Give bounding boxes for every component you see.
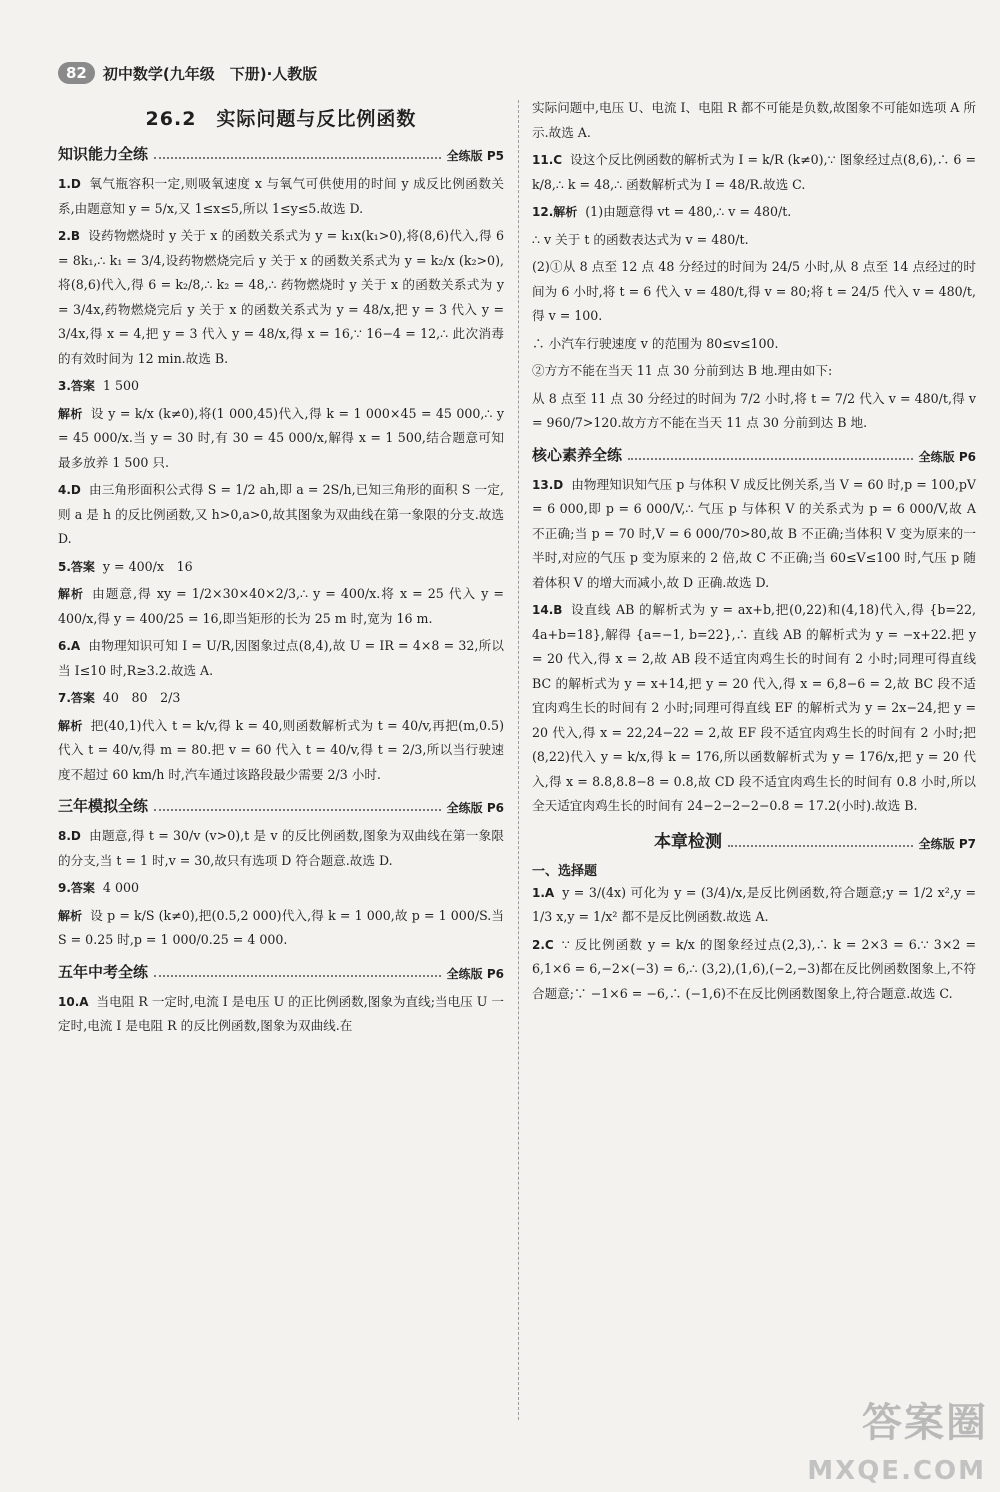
bar-ref: 全练版 P5 <box>446 149 504 163</box>
item-answer: 40 80 2/3 <box>102 690 181 705</box>
answer-item <box>532 881 976 930</box>
item-text: 设这个反比例函数的解析式为 I = k/R (k≠0),∵ 图象经过点(8,6),∴ 6 = k/8,∴ k = 48,∴ 函数解析式为 I = 48/R.故选 C. <box>532 152 976 192</box>
dotted-leader <box>728 845 913 847</box>
answer-item <box>58 582 504 631</box>
item-answer: 4 000 <box>102 880 139 895</box>
left-column <box>58 100 504 1042</box>
section-bar <box>532 827 976 852</box>
dotted-leader <box>628 458 913 460</box>
page-header <box>58 60 317 86</box>
answer-item <box>532 473 976 596</box>
watermark-logo: 答案圈 <box>862 1400 988 1446</box>
item-number: 2.C <box>532 937 554 952</box>
answer-item <box>58 224 504 371</box>
item-label: 解析 <box>58 406 83 421</box>
item-label: 解析 <box>58 908 83 923</box>
right-column <box>532 96 976 1009</box>
item-label: 解析 <box>58 587 85 601</box>
item-text: 氧气瓶容积一定,则吸氧速度 x 与氧气可供使用的时间 y 成反比例函数关系,由题意知 y = 5/x,又 1≤x≤5,所以 1≤y≤5.故选 D. <box>58 176 504 216</box>
item-text: (2)①从 8 点至 12 点 48 分经过的时间为 24/5 小时,从 8 点至 14 点经过的时间为 6 小时,将 t = 6 代入 v = 480/t,得 v = 80;将 t = 24/5 代入 v = 480/t,得 v = 100. <box>532 259 976 323</box>
book-title: 初中数学(九年级 下册)·人教版 <box>102 64 318 83</box>
answer-line <box>532 228 976 253</box>
item-number: 1.D <box>58 177 81 191</box>
item-number: 2.B <box>58 229 81 243</box>
dotted-leader <box>154 975 441 977</box>
item-text: 由题意,得 t = 30/v (v>0),t 是 v 的反比例函数,图象为双曲线在第一象限的分支,当 t = 1 时,v = 30,故只有选项 D 符合题意.故选 D. <box>58 828 504 868</box>
item-number: 11.C <box>532 153 563 167</box>
item-text: 由题意,得 xy = 1/2×30×40×2/3,∴ y = 400/x.将 x = 25 代入 y = 400/x,得 y = 400/25 = 16,即当矩形的长为 25 m 时,宽为 16 m. <box>58 586 504 626</box>
column-divider <box>518 100 519 1420</box>
answer-line <box>532 387 976 436</box>
item-number: 3.答案 <box>58 379 95 393</box>
item-text: ∵ 反比例函数 y = k/x 的图象经过点(2,3),∴ k = 2×3 = 6.∵ 3×2 = 6,1×6 = 6,−2×(−3) = 6,∴ (3,2),(1,6),(−2,−3)都在反比例函数图象上,不符合题意;∵ −1×6 = −6,∴ (−1,6)不在反比例函数图象上,符合题意.故选 C. <box>532 936 976 1001</box>
answer-item <box>58 555 504 580</box>
answer-item <box>58 402 504 476</box>
item-text: 设 y = k/x (k≠0),将(1 000,45)代入,得 k = 1 000×45 = 45 000,∴ y = 45 000/x.当 y = 30 时,有 30 = 45 000/x,解得 x = 1 500,结合题意可知最多放养 1 500 只. <box>58 405 504 470</box>
dotted-leader <box>154 809 441 811</box>
answer-item <box>532 148 976 197</box>
item-number: 14.B <box>532 603 563 617</box>
section-title: 26.2 实际问题与反比例函数 <box>145 108 417 130</box>
item-number: 7.答案 <box>58 691 95 705</box>
section-bar <box>532 444 976 465</box>
item-text: 设直线 AB 的解析式为 y = ax+b,把(0,22)和(4,18)代入,得 {b=22, 4a+b=18},解得 {a=−1, b=22},∴ 直线 AB 的解析式为 y = −x+22.把 y = 20 代入,得 x = 2,故 AB 段不适宜肉鸡生长的时间有 2 小时;同理可得直线 BC 的解析式为 y = x+14,把 y = 20 代入,得 x = 6,8−6 = 2,故 BC 段不适宜肉鸡生长的时间有 2 小时;同理可得直线 EF 的解析式为 y = 2x−24,把 y = 20 代入,得 x = 22,24−22 = 2,故 EF 段不适宜肉鸡生长的时间有 2 小时;把(8,22)代入 y = k/x,得 k = 176,所以函数解析式为 y = 176/x,把 y = 20 代入,得 x = 8.8,8.8−8 = 0.8,故 CD 段不适宜肉鸡生长的时间有 0.8 小时,所以全天适宜肉鸡生长的时间有 24−2−2−2−0.8 = 17.2(小时).故选 B. <box>532 602 976 813</box>
answer-item <box>58 634 504 683</box>
item-number: 4.D <box>58 483 81 497</box>
item-answer: 1 500 <box>102 378 139 393</box>
bar-title: 本章检测 <box>654 831 722 852</box>
item-number: 12.解析 <box>532 205 578 219</box>
item-text: 实际问题中,电压 U、电流 I、电阻 R 都不可能是负数,故图象不可能如选项 A 所示.故选 A. <box>532 100 977 140</box>
item-number: 8.D <box>58 829 81 843</box>
item-text: (1)由题意得 vt = 480,∴ v = 480/t. <box>585 204 792 219</box>
answer-item <box>58 904 504 953</box>
item-text: y = 3/(4x) 可化为 y = (3/4)/x,是反比例函数,符合题意;y = 1/2 x²,y = 1/3 x,y = 1/x² 都不是反比例函数.故选 A. <box>532 884 976 924</box>
item-text: 设药物燃烧时 y 关于 x 的函数关系式为 y = k₁x(k₁>0),将(8,6)代入,得 6 = 8k₁,∴ k₁ = 3/4,设药物燃烧完后 y 关于 x 的函数关系式为 y = k₂/x (k₂>0),将(8,6)代入,得 6 = k₂/8,∴ k₂ = 48,∴ 药物燃烧时 y 关于 x 的函数关系式为 y = 3/4x,药物燃烧完后 y 关于 x 的函数关系式为 y = 48/x,把 y = 3 代入 y = 3/4x,得 x = 4,把 y = 3 代入 y = 48/x,得 x = 16,∵ 16−4 = 12,∴ 此次消毒的有效时间为 12 min.故选 B. <box>58 228 504 366</box>
item-text: 设 p = k/S (k≠0),把(0.5,2 000)代入,得 k = 1 000,故 p = 1 000/S.当 S = 0.25 时,p = 1 000/0.25 = 4 000. <box>58 907 504 947</box>
answer-item <box>58 824 504 873</box>
answer-item <box>58 686 504 711</box>
item-text: ∴ 小汽车行驶速度 v 的范围为 80≤v≤100. <box>532 335 779 351</box>
bar-title: 知识能力全练 <box>58 145 149 163</box>
item-answer: y = 400/x 16 <box>102 558 193 574</box>
section-bar <box>58 795 504 816</box>
item-number: 5.答案 <box>58 559 95 574</box>
item-number: 9.答案 <box>58 881 95 895</box>
bar-ref: 全练版 P6 <box>446 966 504 981</box>
answer-item <box>532 200 976 225</box>
item-number: 6.A <box>58 639 81 653</box>
item-number: 10.A <box>58 994 89 1009</box>
bar-title: 三年模拟全练 <box>58 797 149 815</box>
item-text: ∴ v 关于 t 的函数表达式为 v = 480/t. <box>532 231 749 247</box>
answer-line <box>532 359 976 384</box>
bar-ref: 全练版 P7 <box>918 836 976 851</box>
answer-line <box>532 255 976 329</box>
item-text: 由物理知识可知 I = U/R,因图象过点(8,4),故 U = IR = 4×8 = 32,所以当 I≤10 时,R≥3.2.故选 A. <box>58 638 504 678</box>
answer-item <box>532 933 976 1007</box>
answer-item <box>58 876 504 901</box>
section-bar <box>58 961 504 982</box>
item-number: 1.A <box>532 885 555 900</box>
section-bar <box>58 143 504 164</box>
answer-item <box>58 374 504 399</box>
part-heading: 一、选择题 <box>532 863 598 879</box>
item-number: 13.D <box>532 477 564 492</box>
bar-ref: 全练版 P6 <box>918 449 976 464</box>
item-label: 解析 <box>58 718 83 733</box>
bar-ref: 全练版 P6 <box>446 801 504 815</box>
item-text: 把(40,1)代入 t = k/v,得 k = 40,则函数解析式为 t = 40/v,再把(m,0.5)代入 t = 40/v,得 m = 80.把 v = 60 代入 t = 40/v,得 t = 2/3,所以当行驶速度不超过 60 km/h 时,汽车通过该路段最少需要 2/3 小时. <box>58 717 504 782</box>
dotted-leader <box>154 157 441 159</box>
answer-line <box>532 332 976 357</box>
item-text: 从 8 点至 11 点 30 分经过的时间为 7/2 小时,将 t = 7/2 代入 v = 480/t,得 v = 960/7>120.故方方不能在当天 11 点 30 分前到达 B 地. <box>532 390 976 430</box>
bar-title: 核心素养全练 <box>532 445 623 464</box>
item-text: 由三角形面积公式得 S = 1/2 ah,即 a = 2S/h,已知三角形的面积 S 一定,则 a 是 h 的反比例函数,又 h>0,a>0,故其图象为双曲线在第一象限的分支.故选 D. <box>58 482 504 546</box>
answer-item <box>58 172 504 221</box>
bar-title: 五年中考全练 <box>58 962 149 981</box>
watermark-url: MXQE.COM <box>807 1456 986 1486</box>
answer-item <box>58 990 504 1039</box>
item-text: 由物理知识知气压 p 与体积 V 成反比例关系,当 V = 60 时,p = 100,pV = 6 000,即 p = 6 000/V,∴ 气压 p 与体积 V 的关系式为 p = 6 000/V,故 A 不正确;当 p = 70 时,V = 6 000/70>80,故 B 不正确;当体积 V 变为原来的一半时,对应的气压 p 变为原来的 2 倍,故 C 不正确;当 60≤V≤100 时,气压 p 随着体积 V 的增大而减小,故 D 正确.故选 D. <box>532 476 976 590</box>
item-text: ②方方不能在当天 11 点 30 分前到达 B 地.理由如下: <box>532 363 833 378</box>
answer-item <box>58 478 504 552</box>
answer-item <box>58 714 504 788</box>
page-number: 82 <box>58 62 95 84</box>
answer-item <box>532 598 976 819</box>
answer-item-continued <box>532 96 976 145</box>
item-text: 当电阻 R 一定时,电流 I 是电压 U 的正比例函数,图象为直线;当电压 U 一定时,电流 I 是电阻 R 的反比例函数,图象为双曲线.在 <box>58 993 504 1033</box>
